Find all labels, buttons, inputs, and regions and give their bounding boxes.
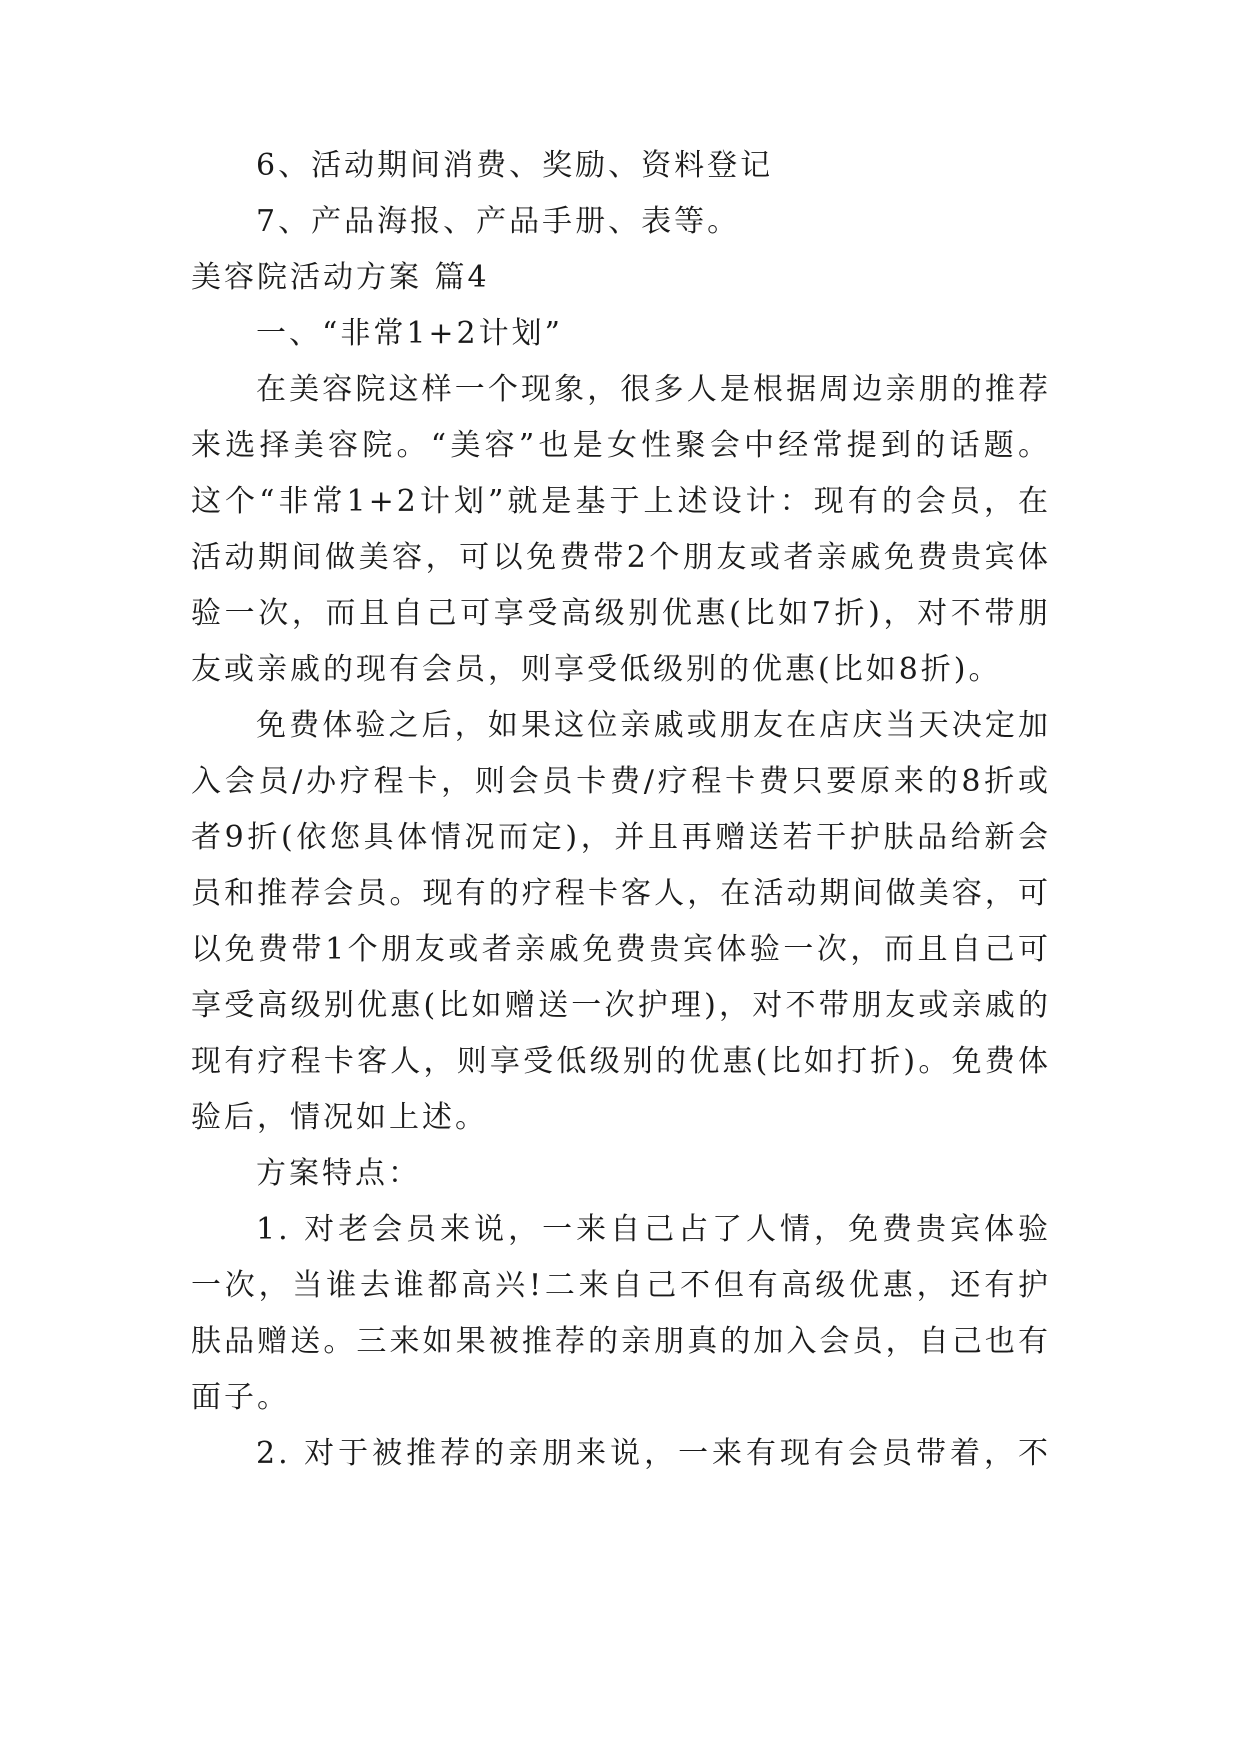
paragraph-line: 享受高级别优惠(比如赠送一次护理)，对不带朋友或亲戚的 — [191, 988, 1051, 1023]
paragraph-line: 现有疗程卡客人，则享受低级别的优惠(比如打折)。免费体 — [191, 1044, 1051, 1079]
subheading: 一、“非常1+2计划” — [256, 316, 563, 351]
paragraph-line: 入会员/办疗程卡，则会员卡费/疗程卡费只要原来的8折或 — [191, 764, 1051, 799]
paragraph-line: 者9折(依您具体情况而定)，并且再赠送若干护肤品给新会 — [191, 820, 1051, 855]
features-heading: 方案特点： — [256, 1156, 421, 1191]
paragraph-line: 以免费带1个朋友或者亲戚免费贵宾体验一次，而且自己可 — [191, 932, 1051, 967]
paragraph-line: 验一次，而且自己可享受高级别优惠(比如7折)，对不带朋 — [191, 596, 1051, 631]
paragraph-line: 这个“非常1+2计划”就是基于上述设计：现有的会员，在 — [191, 484, 1051, 519]
paragraph-line: 一次，当谁去谁都高兴!二来自己不但有高级优惠，还有护 — [191, 1268, 1051, 1303]
list-item: 6、活动期间消费、奖励、资料登记 — [256, 148, 774, 183]
paragraph-line: 在美容院这样一个现象，很多人是根据周边亲朋的推荐 — [256, 372, 1051, 407]
section-title: 美容院活动方案 篇4 — [191, 260, 490, 295]
paragraph-line: 友或亲戚的现有会员，则享受低级别的优惠(比如8折)。 — [191, 652, 1002, 687]
paragraph-line: 免费体验之后，如果这位亲戚或朋友在店庆当天决定加 — [256, 708, 1051, 743]
paragraph-line: 活动期间做美容，可以免费带2个朋友或者亲戚免费贵宾体 — [191, 540, 1051, 575]
paragraph-line: 员和推荐会员。现有的疗程卡客人，在活动期间做美容，可 — [191, 876, 1051, 911]
paragraph-line: 2. 对于被推荐的亲朋来说，一来有现有会员带着，不 — [256, 1436, 1051, 1471]
list-item: 7、产品海报、产品手册、表等。 — [256, 204, 741, 239]
paragraph-line: 来选择美容院。“美容”也是女性聚会中经常提到的话题。 — [191, 428, 1051, 463]
paragraph-line: 1. 对老会员来说，一来自己占了人情，免费贵宾体验 — [256, 1212, 1051, 1247]
paragraph-line: 肤品赠送。三来如果被推荐的亲朋真的加入会员，自己也有 — [191, 1324, 1051, 1359]
paragraph-line: 面子。 — [191, 1380, 290, 1415]
paragraph-line: 验后，情况如上述。 — [191, 1100, 488, 1135]
